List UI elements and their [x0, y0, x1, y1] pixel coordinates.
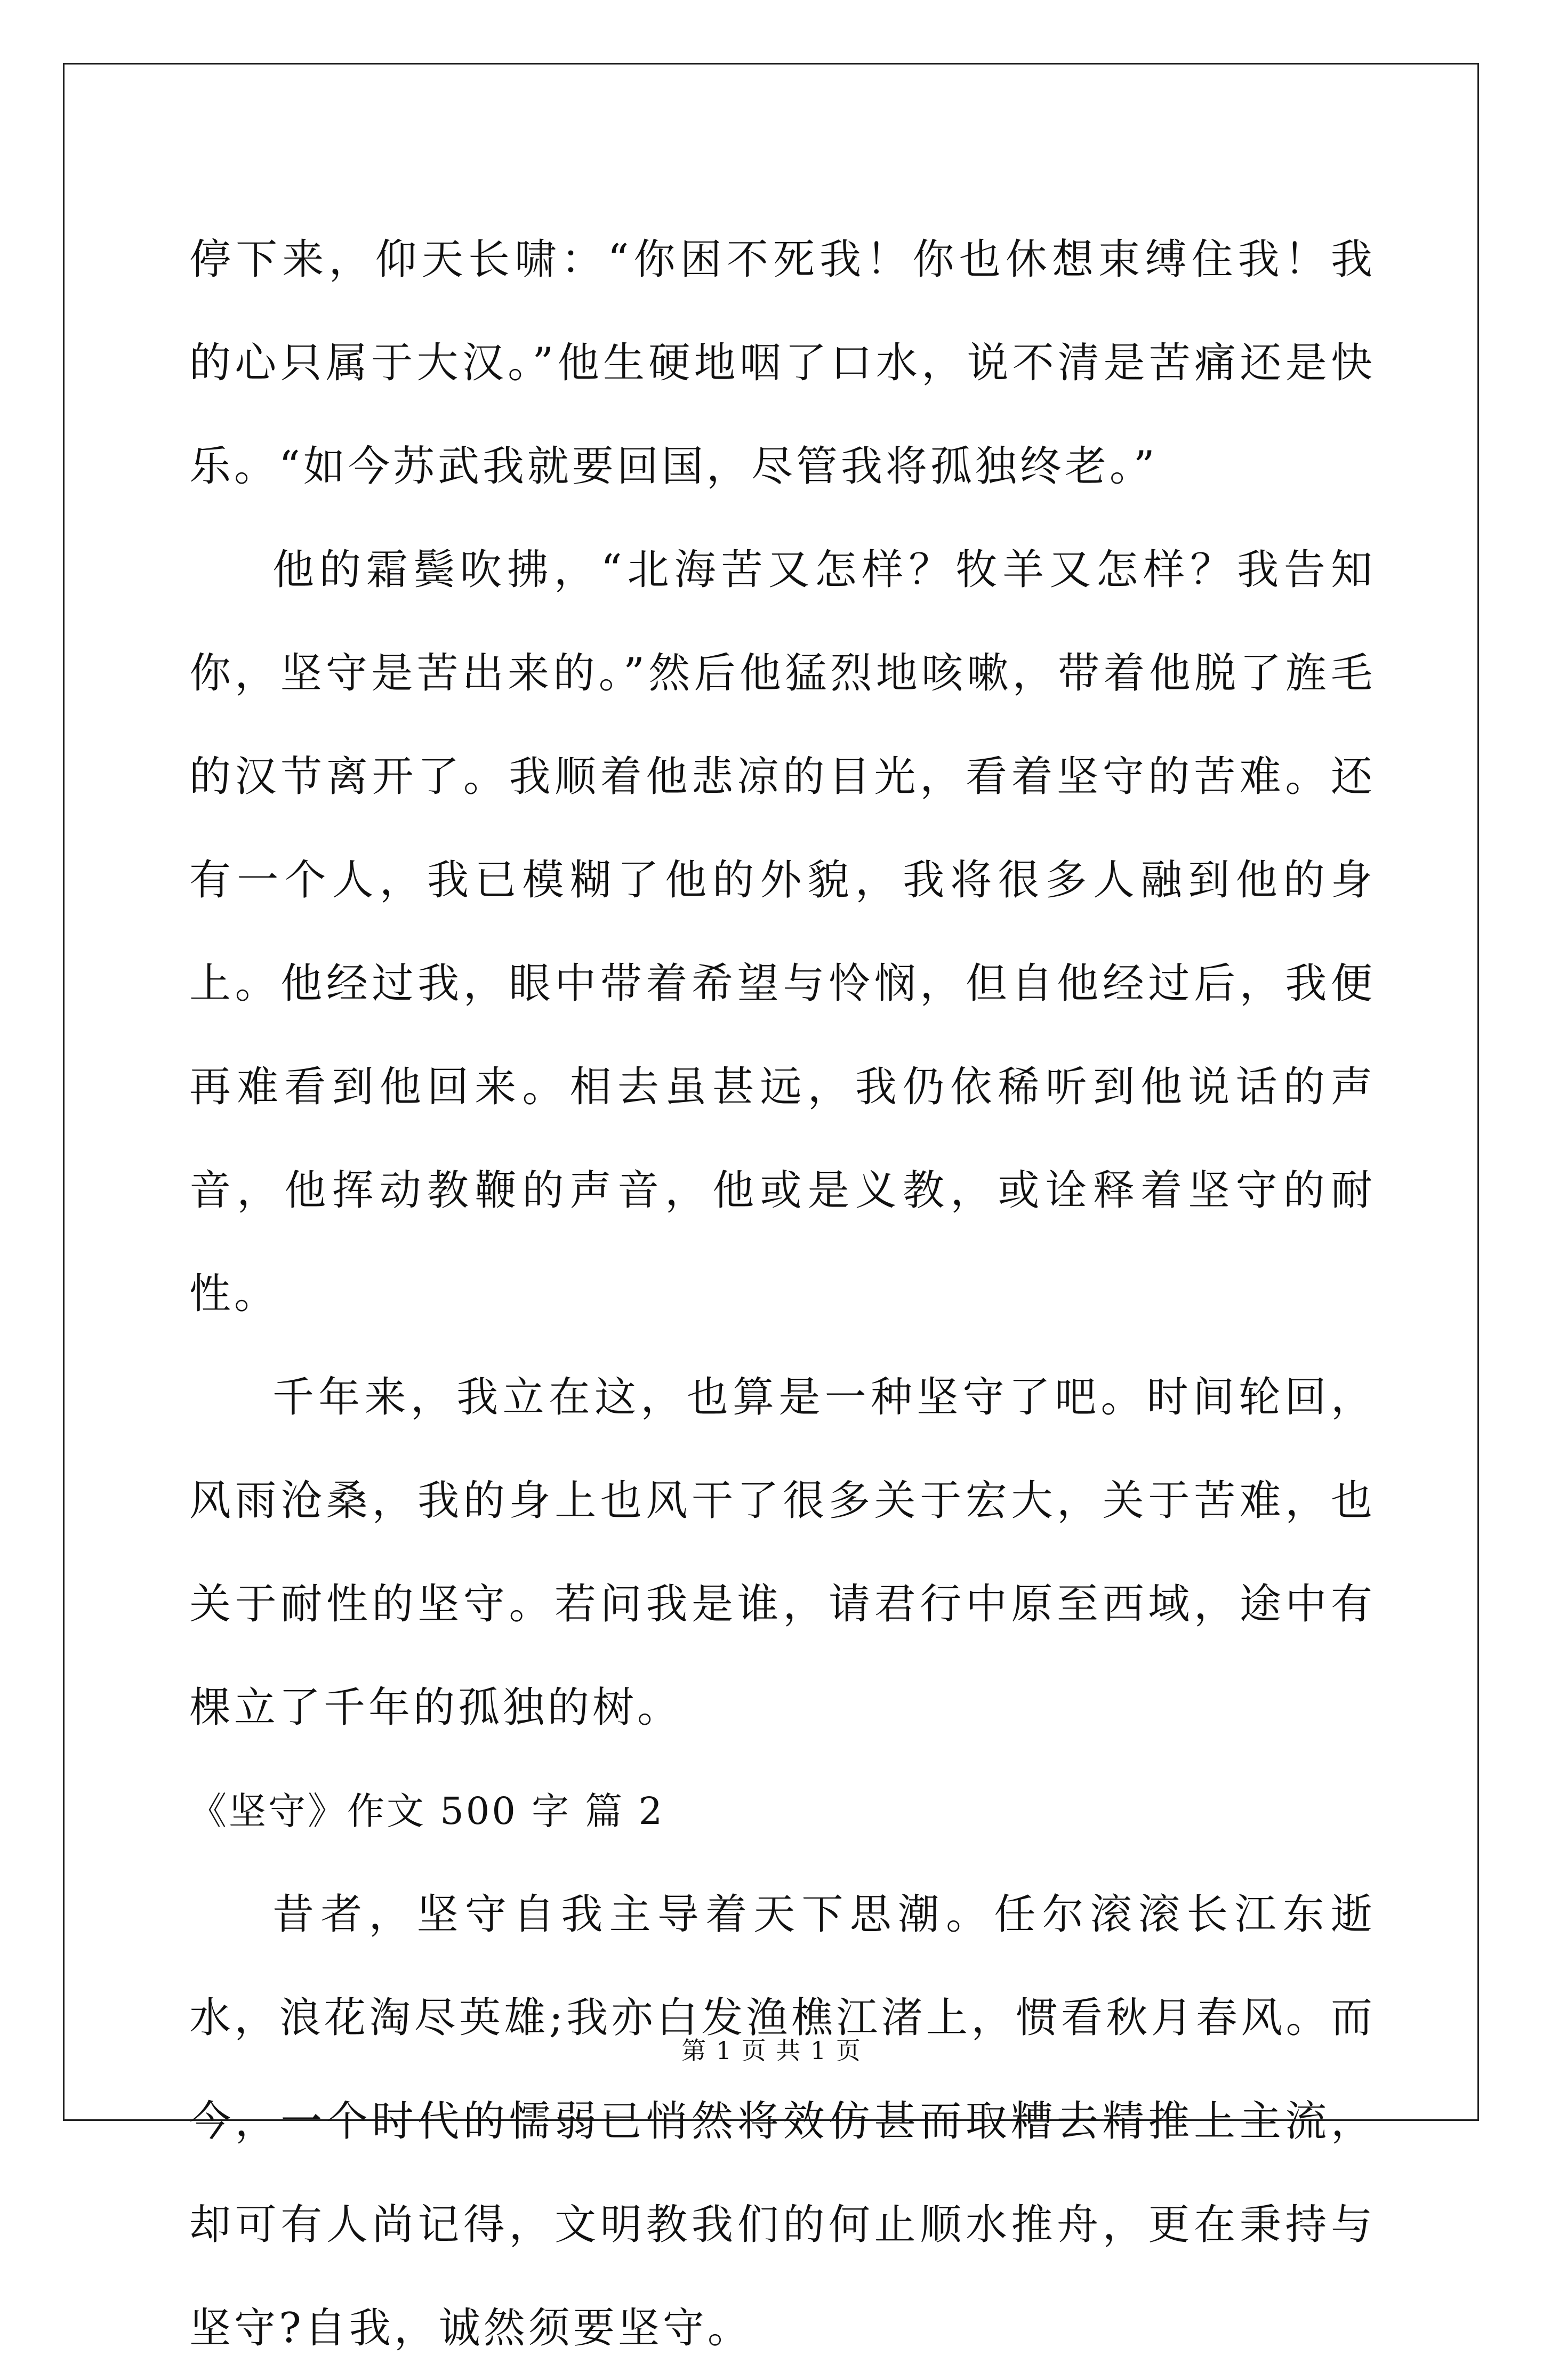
- paragraph: 千年来，我立在这，也算是一种坚守了吧。时间轮回，风雨沧桑，我的身上也风干了很多关于宏大，关于苦难，也关于耐性的坚守。若问我是谁，请君行中原至西域，途中有棵立了千年的孤独的树。: [189, 1373, 1376, 1732]
- paragraph: 停下来，仰天长啸：“你困不死我！你也休想束缚住我！我的心只属于大汉。”他生硬地咽了口水，说不清是苦痛还是快乐。“如今苏武我就要回国，尽管我将孤独终老。”: [189, 236, 1376, 491]
- section-heading: 《坚守》作文 500 字 篇 2: [189, 1789, 665, 1833]
- page-number-footer: 第 1 页 共 1 页: [681, 2036, 862, 2065]
- paragraph: 昔者，坚守自我主导着天下思潮。任尔滚滚长江东逝水，浪花淘尽英雄;我亦白发渔樵江渚上，惯看秋月春风。而今，一个时代的懦弱已悄然将效仿甚而取糟去精推上主流，却可有人尚记得，文明教我们的何止顺水推舟，更在秉持与坚守?自我，诚然须要坚守。: [189, 1891, 1376, 2352]
- paragraph: 他的霜鬓吹拂，“北海苦又怎样？牧羊又怎样？我告知你，坚守是苦出来的。”然后他猛烈地咳嗽，带着他脱了旌毛的汉节离开了。我顺着他悲凉的目光，看着坚守的苦难。还有一个人，我已模糊了他的外貌，我将很多人融到他的身上。他经过我，眼中带着希望与怜悯，但自他经过后，我便再难看到他回来。相去虽甚远，我仍依稀听到他说话的声音，他挥动教鞭的声音，他或是义教，或诠释着坚守的耐性。: [189, 546, 1376, 1318]
